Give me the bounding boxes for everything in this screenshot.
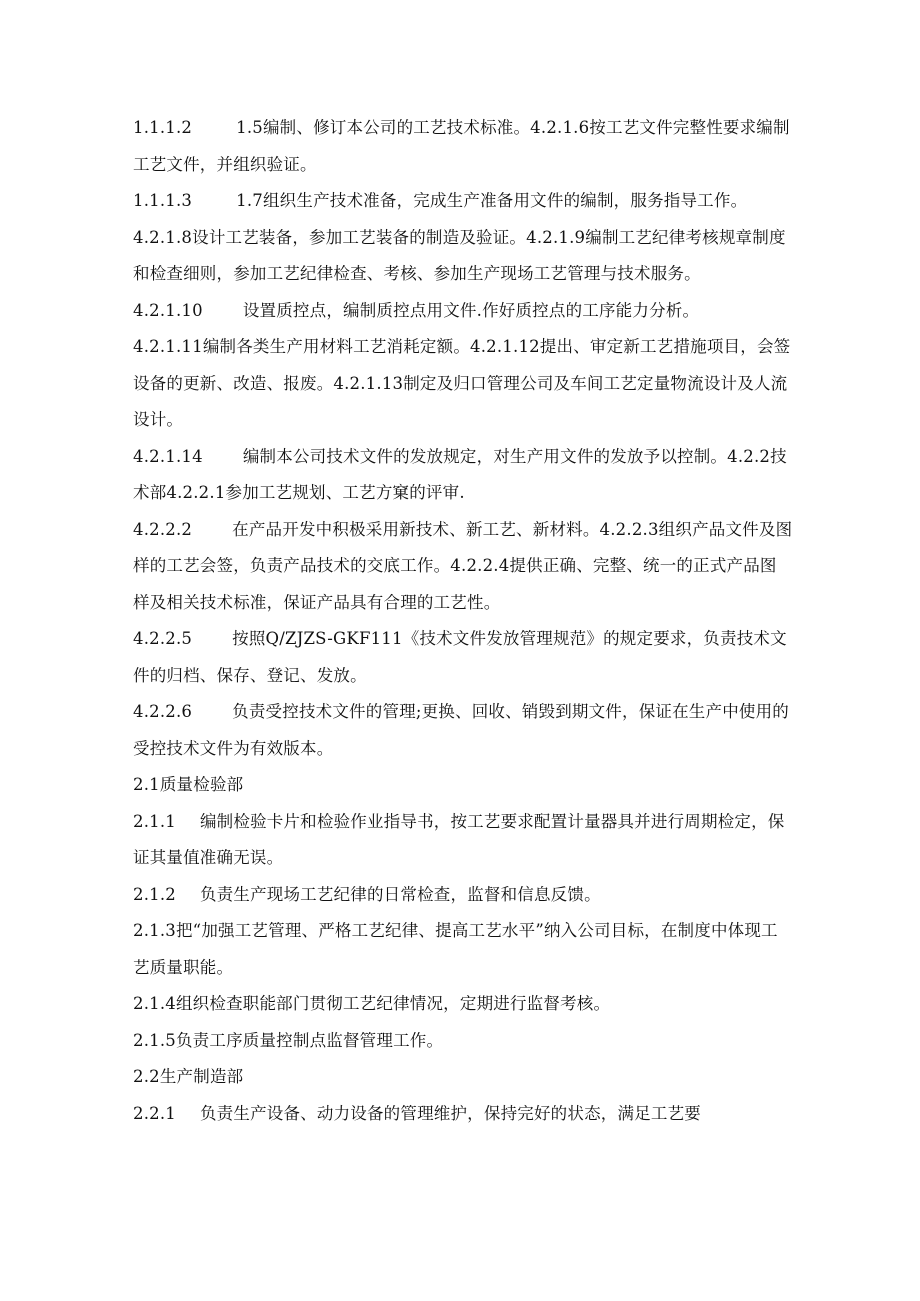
paragraph-4-2-1-14: [133, 439, 793, 512]
paragraph-text: 编制检验卡片和检验作业指导书，按工艺要求配置计量器具并进行周期检定，保证其量值准确无误。: [133, 811, 785, 867]
paragraph-text: 1.7组织生产技术准备，完成生产准备用文件的编制，服务指导工作。4.2.1.8设计工艺装备，参加工艺装备的制造及验证。4.2.1.9编制工艺纪律考核规章制度和检查细则，参加工艺纪律检查、考核、参加生产现场工艺管理与技术服务。: [133, 191, 786, 283]
paragraph-text: 编制本公司技术文件的发放规定，对生产用文件的发放予以控制。4.2.2技术部4.2.2.1参加工艺规划、工艺方窠的评审.: [133, 446, 787, 502]
section-number: 4.2.1.14: [133, 446, 203, 466]
paragraph-1-1-1-2: [133, 110, 793, 183]
paragraph-text: 负责生产现场工艺纪律的日常检查，监督和信息反馈。: [199, 884, 601, 904]
paragraph-2-2-1: [133, 1096, 793, 1133]
section-number: 2.1.2: [133, 884, 176, 904]
section-number: 2.2.1: [133, 1103, 176, 1123]
section-heading: 2.2生产制造部: [133, 1067, 244, 1086]
paragraph-4-2-2-5: [133, 621, 793, 694]
paragraph-2-1-1: [133, 804, 793, 877]
paragraph-text: 1.5编制、修订本公司的工艺技术标准。4.2.1.6按工艺文件完整性要求编制工艺文件，并组织验证。: [133, 118, 790, 174]
section-number: 4.2.2.5: [133, 629, 193, 648]
paragraph-text: 负责受控技术文件的管理;更换、回收、销毁到期文件，保证在生产中使用的受控技术文件为有效版本。: [133, 702, 789, 758]
paragraph-4-2-2-6: [133, 694, 793, 767]
paragraph-2-1-5: [133, 1023, 793, 1060]
heading-2-1: [133, 767, 793, 804]
paragraph-2-1-4: [133, 986, 793, 1023]
document-page: [133, 110, 793, 1132]
heading-2-2: [133, 1059, 793, 1096]
paragraph-4-2-1-11: [133, 329, 793, 439]
paragraph-4-2-1-10: [133, 293, 793, 330]
paragraph-2-1-3: [133, 913, 793, 986]
paragraph-text: 2.1.3把“加强工艺管理、严格工艺纪律、提高工艺水平”纳入公司目标，在制度中体现工艺质量职能。: [133, 921, 778, 977]
paragraph-text: 设置质控点，编制质控点用文件.作好质控点的工序能力分析。: [242, 300, 700, 320]
section-number: 2.1.1: [133, 811, 176, 831]
paragraph-text: 负责生产设备、动力设备的管理维护，保持完好的状态，满足工艺要: [199, 1103, 701, 1123]
paragraph-text: 按照Q/ZJZS-GKF111《技术文件发放管理规范》的规定要求，负责技术文件的归档、保存、登记、发放。: [133, 629, 787, 685]
section-heading: 2.1质量检验部: [133, 775, 244, 794]
paragraph-text: 4.2.1.11编制各类生产用材料工艺消耗定额。4.2.1.12提出、审定新工艺措施项目，会签设备的更新、改造、报废。4.2.1.13制定及归口管理公司及车间工艺定量物流设计及人流设计。: [133, 337, 791, 429]
paragraph-4-2-2-2: [133, 512, 793, 622]
paragraph-1-1-1-3: [133, 183, 793, 293]
section-number: 4.2.2.2: [133, 519, 193, 539]
paragraph-text: 2.1.4组织检查职能部门贯彻工艺纪律情况，定期进行监督考核。: [133, 994, 611, 1013]
section-number: 1.1.1.2: [133, 118, 193, 137]
section-number: 1.1.1.3: [133, 191, 193, 210]
section-number: 4.2.2.6: [133, 702, 193, 721]
section-number: 4.2.1.10: [133, 300, 203, 320]
paragraph-2-1-2: [133, 877, 793, 914]
paragraph-text: 在产品开发中积极采用新技术、新工艺、新材料。4.2.2.3组织产品文件及图样的工艺会签，负责产品技术的交底工作。4.2.2.4提供正确、完整、统一的正式产品图样及相关技术标准，保证产品具有合理的工艺性。: [133, 519, 793, 612]
paragraph-text: 2.1.5负责工序质量控制点监督管理工作。: [133, 1030, 444, 1050]
